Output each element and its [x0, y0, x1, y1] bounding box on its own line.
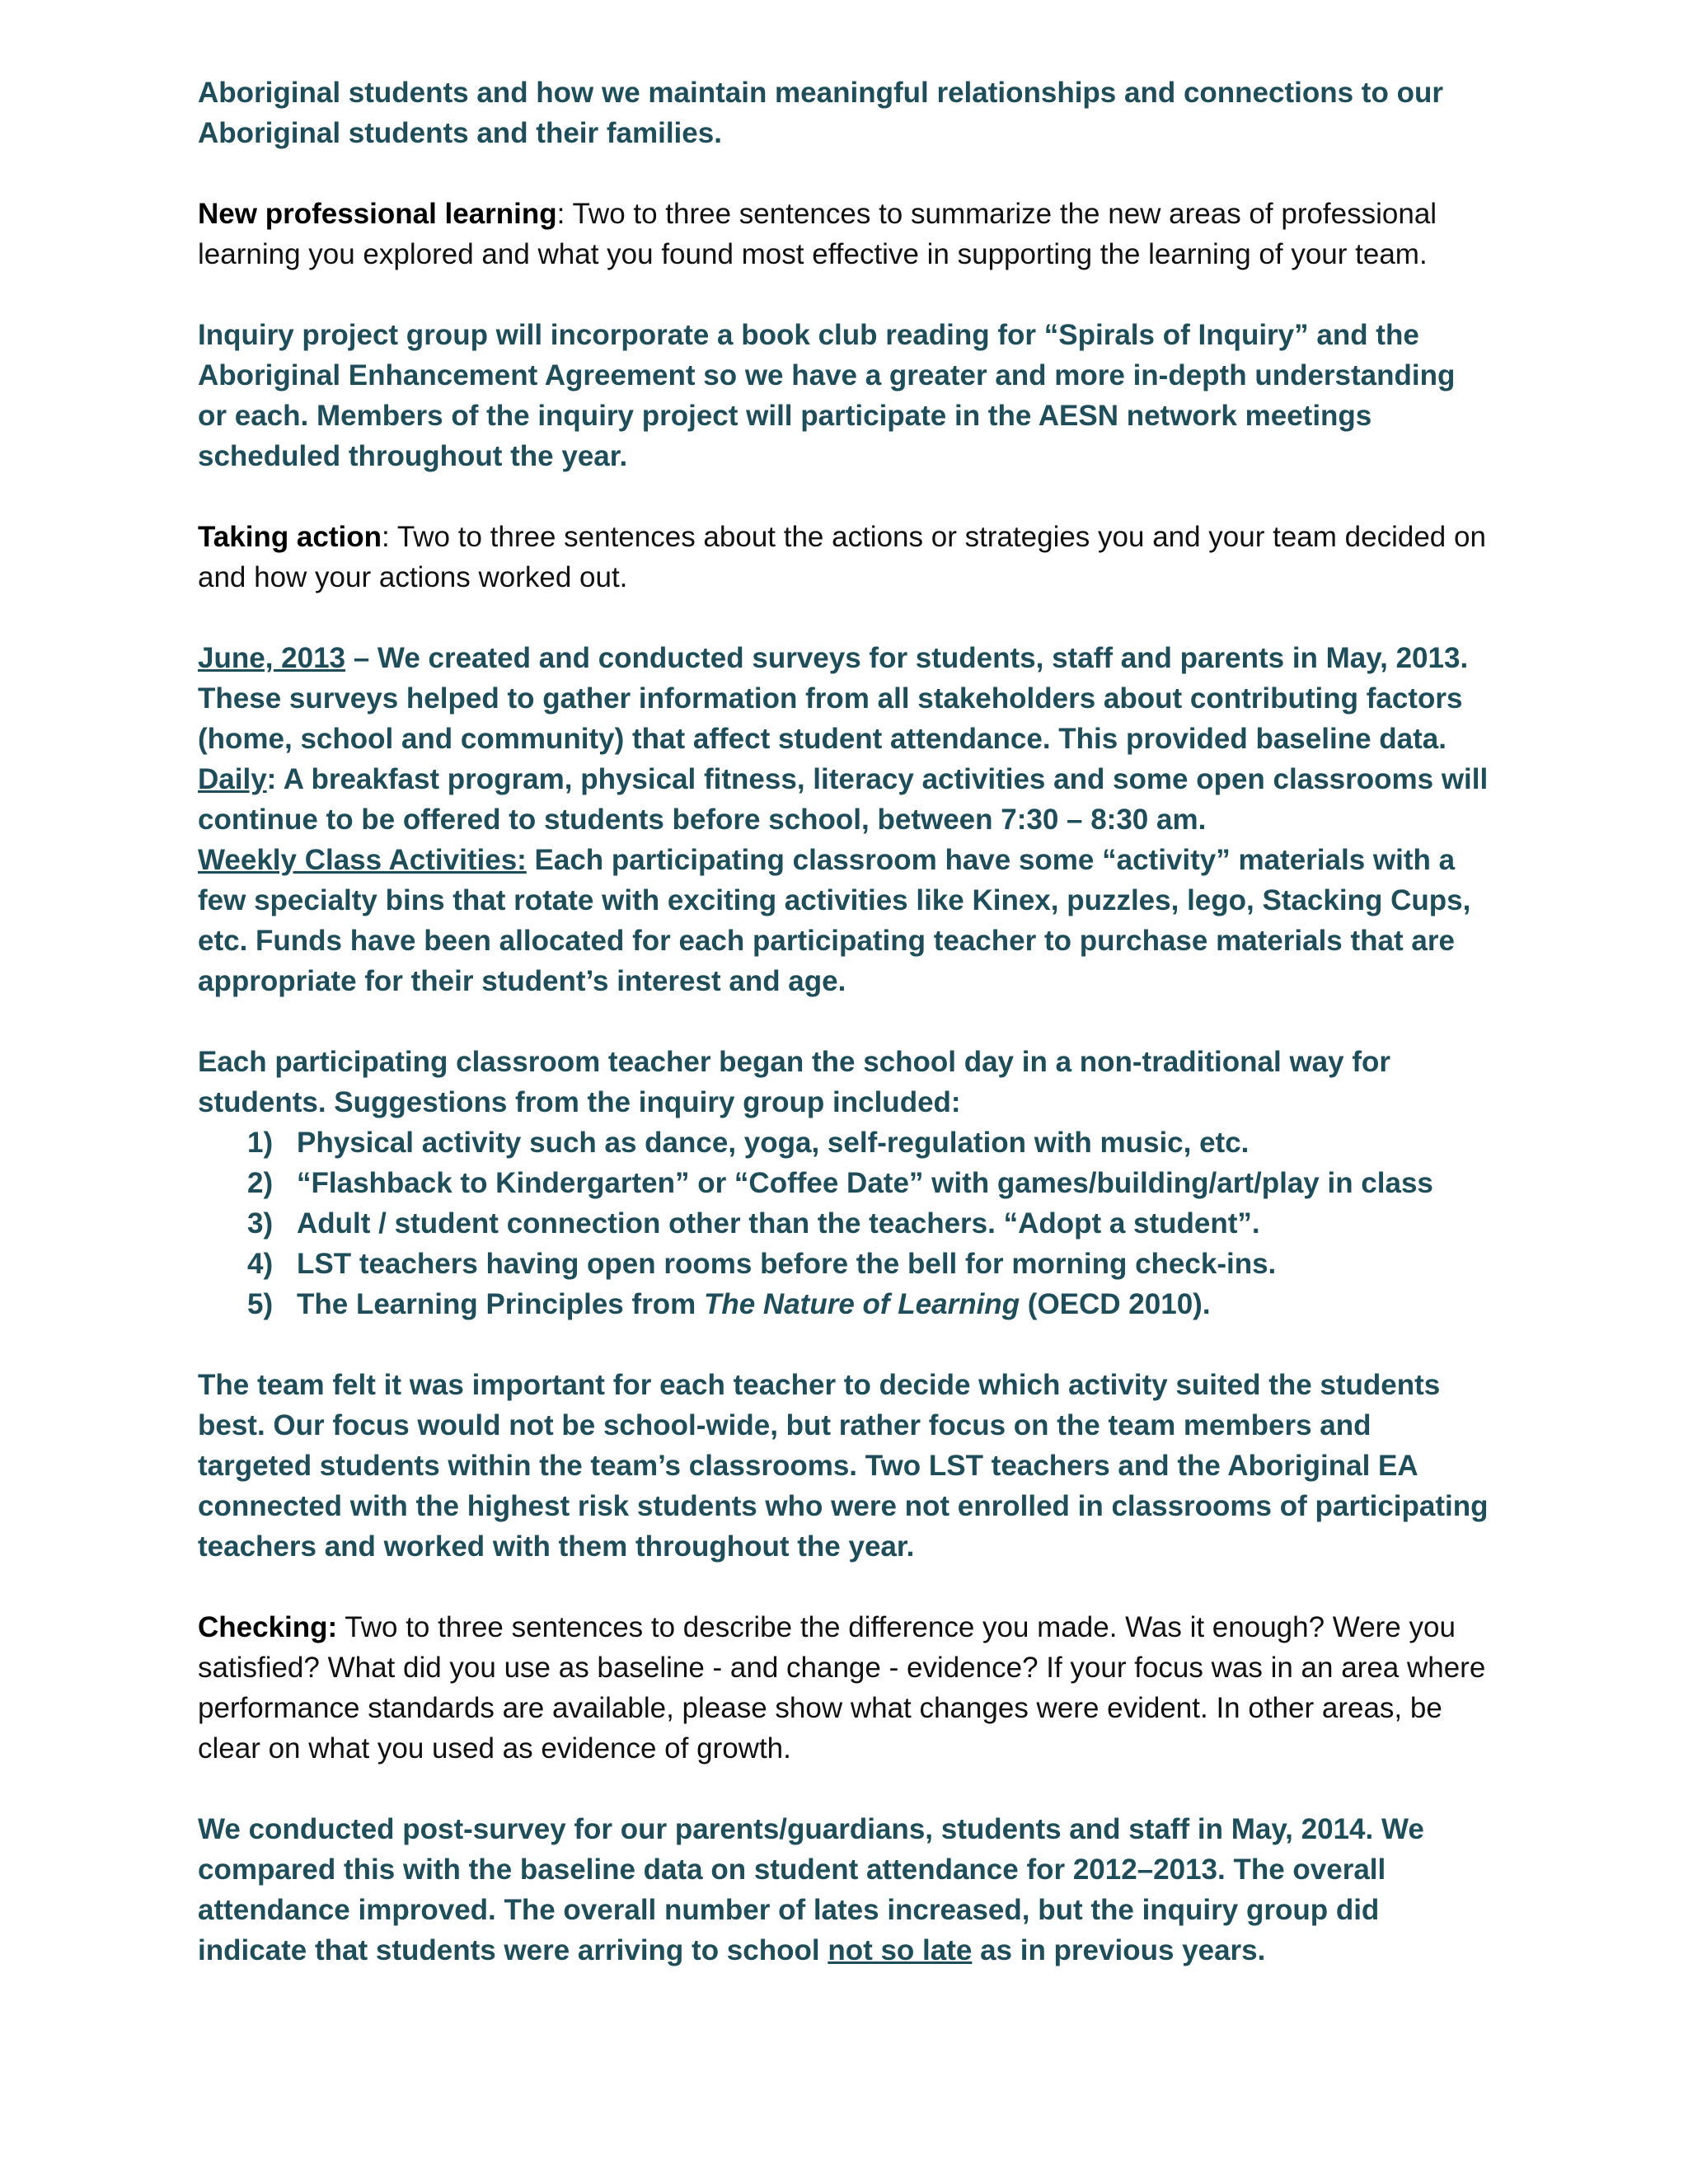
checking-response-pre: We conducted post-survey for our parents/guardians, students and staff in May, 2014. We compared this with the baseline data on student attendance for 2012–2013. The overall attendance improved. The overall number of lates increased, but the inquiry group did indicate that students were arriving to school [198, 1813, 1424, 1966]
list-item-text-post: (OECD 2010). [1020, 1288, 1211, 1320]
june-2013-paragraph [198, 638, 1490, 759]
checking-heading: Checking: [198, 1611, 338, 1643]
weekly-text: Each participating classroom have some “activity” materials with a few specialty bins that rotate with exciting activities like Kinex, puzzles, lego, Stacking Cups, etc. Funds have been allocated for each participating teacher to purchase materials that are appropriate for their student’s interest and age. [198, 844, 1471, 997]
list-item [247, 1203, 1490, 1244]
new-learning-prompt-text: : Two to three sentences to summarize the new areas of professional learning you explored and what you found most effective in supporting the learning of your team. [198, 198, 1437, 270]
not-so-late-underlined: not so late [828, 1934, 973, 1966]
taking-action-prompt [198, 517, 1490, 598]
each-teacher-paragraph: Each participating classroom teacher began the school day in a non-traditional way for students. Suggestions from the inquiry group included: [198, 1046, 1390, 1118]
daily-label: Daily [198, 763, 267, 795]
list-item-text: Physical activity such as dance, yoga, self-regulation with music, etc. [297, 1127, 1250, 1159]
list-item-text: “Flashback to Kindergarten” or “Coffee Date” with games/building/art/play in class [297, 1167, 1433, 1199]
new-learning-response: Inquiry project group will incorporate a book club reading for “Spirals of Inquiry” and the Aboriginal Enhancement Agreement so we have a greater and more in-depth understanding or each. Members of the inquiry project will participate in the AESN network meetings scheduled throughout the year. [198, 319, 1456, 472]
list-item [247, 1122, 1490, 1163]
weekly-paragraph [198, 840, 1490, 1001]
new-learning-prompt [198, 194, 1490, 274]
spacer [198, 1324, 1490, 1365]
june-2013-text: – We created and conducted surveys for students, staff and parents in May, 2013. These surveys helped to gather information from all stakeholders about contributing factors (home, school and community) that affect student attendance. This provided baseline data. [198, 642, 1469, 755]
daily-paragraph [198, 759, 1490, 840]
suggestions-list [198, 1122, 1490, 1324]
book-title: The Nature of Learning [703, 1288, 1020, 1320]
aboriginal-relationships-paragraph: Aboriginal students and how we maintain meaningful relationships and connections to our Aboriginal students and their families. [198, 77, 1443, 149]
list-item-text: Adult / student connection other than the teachers. “Adopt a student”. [297, 1207, 1260, 1240]
taking-action-heading: Taking action [198, 521, 382, 553]
spacer [198, 476, 1490, 517]
list-item-number: 2) [247, 1167, 274, 1199]
list-item [247, 1163, 1490, 1203]
list-item [247, 1284, 1490, 1324]
spacer [198, 153, 1490, 194]
list-item-text-pre: The Learning Principles from [297, 1288, 704, 1320]
spacer [198, 598, 1490, 638]
list-item-number: 3) [247, 1207, 274, 1240]
checking-response-post: as in previous years. [972, 1934, 1266, 1966]
spacer [198, 1769, 1490, 1809]
checking-prompt [198, 1607, 1490, 1769]
daily-text: : A breakfast program, physical fitness, literacy activities and some open classrooms will continue to be offered to students before school, between 7:30 – 8:30 am. [198, 763, 1489, 836]
list-item-number: 4) [247, 1248, 274, 1280]
spacer [198, 1001, 1490, 1042]
list-item [247, 1244, 1490, 1284]
checking-prompt-text: Two to three sentences to describe the difference you made. Was it enough? Were you satisfied? What did you use as baseline - and change - evidence? If your focus was in an area where performance standards are available, please show what changes were evident. In other areas, be clear on what you used as evidence of growth. [198, 1611, 1486, 1765]
team-paragraph: The team felt it was important for each teacher to decide which activity suited the students best. Our focus would not be school-wide, but rather focus on the team members and targeted students within the team’s classrooms. Two LST teachers and the Aboriginal EA connected with the highest risk students who were not enrolled in classrooms of participating teachers and worked with them throughout the year. [198, 1369, 1489, 1563]
list-item-number: 1) [247, 1127, 274, 1159]
checking-response [198, 1809, 1490, 1971]
list-item-text: LST teachers having open rooms before the bell for morning check-ins. [297, 1248, 1277, 1280]
spacer [198, 1567, 1490, 1607]
spacer [198, 274, 1490, 315]
new-learning-heading: New professional learning [198, 198, 557, 230]
june-2013-label: June, 2013 [198, 642, 345, 674]
list-item-number: 5) [247, 1288, 274, 1320]
taking-action-prompt-text: : Two to three sentences about the actions or strategies you and your team decided on and how your actions worked out. [198, 521, 1486, 593]
weekly-label: Weekly Class Activities: [198, 844, 527, 876]
